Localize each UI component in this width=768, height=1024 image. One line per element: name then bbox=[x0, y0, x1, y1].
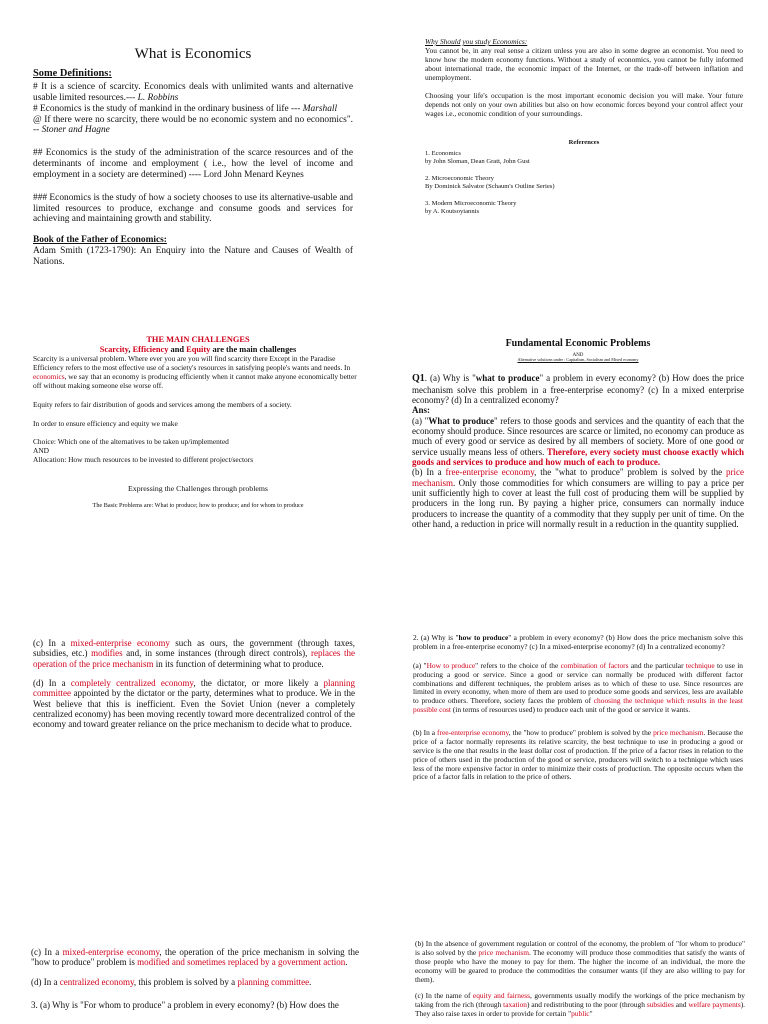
reference-1-authors: by John Sloman, Dean Gratt, John Gust bbox=[425, 158, 530, 166]
q1-block bbox=[33, 46, 353, 268]
and-text: AND bbox=[33, 446, 50, 456]
references-heading: References bbox=[568, 139, 600, 146]
reference-3-title: 3. Modern Microeconomic Theory bbox=[425, 199, 517, 207]
why-study-heading: Why Should you study Economics: bbox=[425, 37, 528, 46]
father-heading: Book of the Father of Economics: bbox=[33, 235, 167, 246]
fundamental-title: Fundamental Economic Problems bbox=[505, 338, 651, 349]
allocation-text: Allocation: How much resources to be invested to different project/sectors bbox=[33, 455, 254, 465]
basic-problems: The Basic Problems are: What to produce; how to produce; and for whom to produce bbox=[92, 502, 304, 510]
answer-2c: (c) In a mixed-enterprise economy, the operation of the price mechanism in solving the "how to produce" problem is modified and sometimes replaced by a government action. bbox=[31, 947, 359, 968]
answer-2b: (b) In a free-enterprise economy, the "how to produce" problem is solved by the price mechanism. Because the price of a factor normally represents its relative scarcity, the best technique to use in producing a good or service is the one that results in the least dollar cost of production. If the price of a factor rises in relation to the price of others used in the production of the good or service, producers will switch to a technique which uses less of the more expensive factor in order to minimize their costs of production. The opposite occurs when the price of a factor falls in relation to the price of others. bbox=[413, 728, 743, 782]
answer-2d: (d) In a centralized economy, this problem is solved by a planning committee. bbox=[31, 976, 312, 987]
q5-block bbox=[33, 638, 355, 730]
father-text: Adam Smith (1723-1790): An Enquiry into the Nature and Causes of Wealth of Nations. bbox=[33, 245, 353, 267]
reference-2-authors: By Dominick Salvator (Schaum's Outline Series) bbox=[425, 183, 555, 191]
answer-label: Ans: bbox=[412, 405, 431, 416]
definition-marshall: # Economics is the study of mankind in the ordinary business of life --- Marshall bbox=[33, 103, 338, 114]
reference-2-title: 2. Microeconomic Theory bbox=[425, 174, 494, 182]
efficiency-text: Efficiency refers to the most effective use of a society's resources in satisfying people's wants and needs. In economics, we say that an economy is producing efficiently when it cannot make anyone economically better off without making someone else worse off. bbox=[33, 363, 357, 390]
answer-1c: (c) In a mixed-enterprise economy such as ours, the government (through taxes, subsidies, etc.) modifies and, in some instances (through direct controls), replaces the operation of the price mechanism in its function of determining what to produce. bbox=[33, 638, 355, 669]
q4-block bbox=[412, 338, 744, 529]
answer-1a: (a) "What to produce" refers to those goods and services and the quantity of each that the economy should produce. Since resources are scarce or limited, no economy can produce as much of every good or service as desired by all members of society. More of one good or service usually means less of others. Therefore, every society must choose exactly which goods and services to produce and how much of each to produce. bbox=[412, 415, 744, 467]
q8-block bbox=[415, 940, 745, 1019]
answer-3b: (b) In the absence of government regulation or control of the economy, the problem of "for whom to produce" is also solved by the price mechanism. The economy will produce those commodities that satisfy the wants of those people who have the money to pay for them. The higher the income of an individual, the more the economy will be geared to produce the commodities the consumer wants (if they are also willing to pay for them). bbox=[415, 939, 746, 984]
definition-keynes: ## Economics is the study of the administration of the scarce resources and of the determinants of income and employment ( i.e., how the level of income and employment in a society are determined) ---- Lord John Menard Keynes bbox=[33, 148, 353, 180]
answer-3c: (c) In the name of equity and fairness, governments usually modify the workings of the price mechanism by taking from the rich (through taxation) and redistributing to the poor (through subsidies and welfare payments). They also raise taxes in order to provide for certain "public" bbox=[415, 991, 746, 1019]
and-label: AND bbox=[572, 352, 584, 358]
page-title: What is Economics bbox=[134, 46, 252, 62]
equity-text: Equity refers to fair distribution of goods and services among the members of a society. bbox=[33, 399, 292, 409]
definition-stoner: @ If there were no scarcity, there would be no economic system and no economics". -- Stoner and Hagne bbox=[33, 114, 353, 136]
choice-text: Choice: Which one of the alternatives to be taken up/implemented bbox=[33, 437, 229, 447]
main-challenges-subtitle: Scarcity, Efficiency and Equity are the main challenges bbox=[99, 345, 297, 355]
ensure-text: In order to ensure efficiency and equity we make bbox=[33, 418, 178, 428]
q7-block bbox=[31, 947, 359, 1010]
expressing-heading: Expressing the Challenges through problems bbox=[128, 484, 268, 494]
main-challenges-title: THE MAIN CHALLENGES bbox=[146, 335, 250, 344]
question-3-cut: 3. (a) Why is "For whom to produce" a problem in every economy? (b) How does the bbox=[31, 1000, 339, 1011]
alternative-solutions: Alternative solutions under : Capitalism, Socialism and Mixed economy bbox=[517, 357, 639, 363]
why-study-p1: You cannot be, in any real sense a citizen unless you are also in some degree an economist. You need to know how the modern economy functions. Without a study of economics, you cannot be fully informed about international trade, the economic impact of the Internet, or the trade-off between inflation and unemployment. bbox=[425, 45, 743, 82]
scarcity-text: Scarcity is a universal problem. Where ever you are you will find scarcity there Except in the Paradise bbox=[33, 354, 336, 364]
q3-block bbox=[33, 335, 363, 510]
reference-3-authors: by A. Koutsoyiannis bbox=[425, 208, 480, 216]
question-2: 2. (a) Why is "how to produce" a problem in every economy? (b) How does the price mechanism solve this problem in a free-enterprise economy? (c) In a mixed-enterprise economy? (d) In a centralized economy? bbox=[413, 633, 744, 651]
answer-1d: (d) In a completely centralized economy, the dictator, or more likely a planning committee appointed by the dictator or the party, determines what to produce. We in the West believe that this is inefficient. Even the Soviet Union (never a completely centralized economy) has been moving recently toward more decentralized control of the economy and toward greater reliance on the price mechanism to decide what to produce. bbox=[33, 678, 355, 730]
q2-block bbox=[425, 38, 743, 217]
q6-block bbox=[413, 634, 743, 782]
answer-1b: (b) In a free-enterprise economy, the "what to produce" problem is solved by the price mechanism. Only those commodities for which consumers are willing to pay a price per unit sufficiently high to cover at least the full cost of producing them will be supplied by producers in the long run. By paying a higher price, consumers can normally induce producers to increase the quantity of a commodity that they supply per unit of time. On the other hand, a reduction in price will normally result in a reduction in the quantity supplied. bbox=[412, 467, 744, 530]
definition-robbins: # It is a science of scarcity. Economics deals with unlimited wants and alternative usable limited resources.--- L. Robbins bbox=[33, 82, 353, 104]
question-1: Q1. (a) Why is "what to produce" a problem in every economy? (b) How does the price mechanism solve this problem in a free-enterprise economy? (c) In a mixed enterprise economy? (d) In a centralized economy? bbox=[412, 373, 745, 405]
why-study-p2: Choosing your life's occupation is the most important economic decision you will make. Your future depends not only on your own abilities but also on how economic forces beyond your control affect your wages i.e., economic condition of your surroundings. bbox=[425, 91, 743, 119]
definitions-heading: Some Definitions: bbox=[33, 68, 112, 80]
answer-2a: (a) "How to produce" refers to the choice of the combination of factors and the particular technique to use in producing a good or service. Since a good or service can normally be produced with different factor combinations and different techniques, the problem arises as to which of these to use. Since resources are limited in every economy, when more of them are used to produce some goods and services, less are available to produce others. Therefore, society faces the problem of choosing the technique which results in the least possible cost (in terms of resources used) to produce each unit of the good or service it wants. bbox=[413, 660, 743, 715]
reference-1-title: 1. Economics bbox=[425, 149, 461, 157]
references bbox=[425, 139, 743, 217]
definition-society: ### Economics is the study of how a society chooses to use its alternative-usable and limited resources to produce, exchange and consume goods and services for achieving and maintaining growth and stability. bbox=[33, 192, 353, 225]
